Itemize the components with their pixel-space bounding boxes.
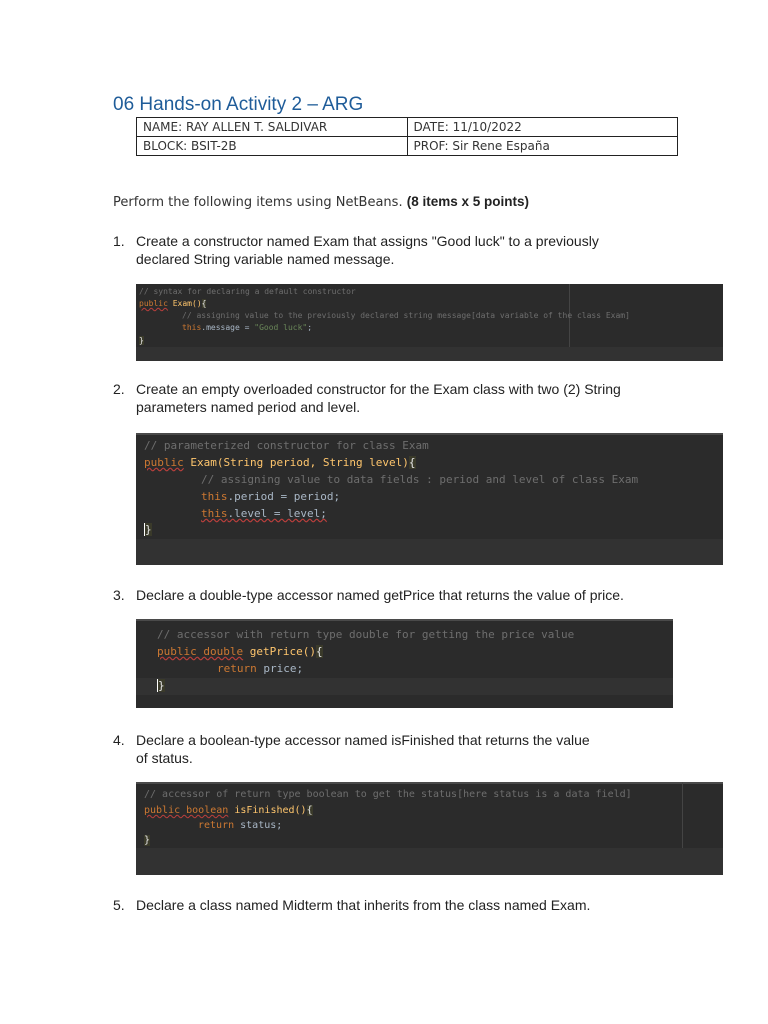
instructions-points: (8 items x 5 points) [406,194,529,209]
code-comment: // accessor of return type boolean to get the status[here status is a data field] [144,789,632,800]
code-text: .message = [201,323,255,332]
code-keyword: return [217,662,257,675]
code-block-3: // accessor with return type double for getting the price value public double getPrice(){ return price; } [136,619,673,708]
code-text: .period = period; [227,490,341,503]
code-keyword: this [201,490,228,503]
page-title: 06 Hands-on Activity 2 – ARG [113,94,364,115]
code-block-1: // syntax for declaring a default constructor public Exam(){ // assigning value to the previously declared string message[data variable of the class Exam] this.message = "Good luck"; } [136,284,723,361]
code-keyword: public [139,299,168,308]
item-text-line: Create an empty overloaded constructor for the Exam class with two (2) String [136,381,621,397]
date-cell: DATE: 11/10/2022 [407,118,678,137]
code-brace: } [144,835,151,846]
code-text: .level = level; [227,507,327,520]
item-text-line: of status. [136,750,193,766]
code-comment: // parameterized constructor for class Exam [144,439,429,452]
code-comment: // syntax for declaring a default constructor [139,287,356,296]
info-table [136,117,678,156]
code-signature: isFinished() [234,805,307,816]
code-text: ; [307,323,313,332]
code-text: price; [256,662,304,675]
item-text-line: Declare a boolean-type accessor named isFinished that returns the value [136,732,590,748]
name-cell: NAME: RAY ALLEN T. SALDIVAR [137,118,408,137]
item-number: 1. [113,233,125,249]
item-text-line: Declare a double-type accessor named getPrice that returns the value of price. [136,587,624,603]
code-signature: Exam(String period, String level) [190,456,409,469]
code-keyword: this [182,323,202,332]
instructions [113,194,529,210]
item-number: 3. [113,587,125,603]
code-signature: Exam() [172,299,202,308]
code-keyword: public boolean [144,805,229,816]
code-text: status; [234,820,283,831]
code-block-2: // parameterized constructor for class Exam public Exam(String period, String level){ // assigning value to data fields : period and level of class Exam this.period = period; this.level = level; } [136,433,723,565]
code-comment: // assigning value to data fields : period and level of class Exam [201,473,639,486]
item-text-line: parameters named period and level. [136,399,361,415]
code-string: "Good luck" [254,323,308,332]
item-text-line: Create a constructor named Exam that assigns "Good luck" to a previously [136,233,599,249]
code-brace: } [139,336,144,345]
item-number: 4. [113,732,125,748]
code-brace: } [145,523,152,536]
code-keyword: return [198,820,235,831]
code-brace: } [158,679,165,692]
instructions-text: Perform the following items using NetBeans. [113,195,403,210]
code-signature: getPrice() [249,645,316,658]
code-keyword: public double [157,645,244,658]
block-cell: BLOCK: BSIT-2B [137,137,408,156]
code-keyword: public [144,456,184,469]
code-block-4: // accessor of return type boolean to get the status[here status is a data field] public boolean isFinished(){ return status; } [136,782,723,875]
item-number: 2. [113,381,125,397]
code-keyword: this [201,507,228,520]
item-text-line: declared String variable named message. [136,251,395,267]
code-comment: // assigning value to the previously declared string message[data variable of the class Exam] [182,311,630,320]
item-text-line: Declare a class named Midterm that inherits from the class named Exam. [136,897,591,913]
prof-cell: PROF: Sir Rene España [407,137,678,156]
code-comment: // accessor with return type double for getting the price value [157,628,575,641]
item-number: 5. [113,897,125,913]
